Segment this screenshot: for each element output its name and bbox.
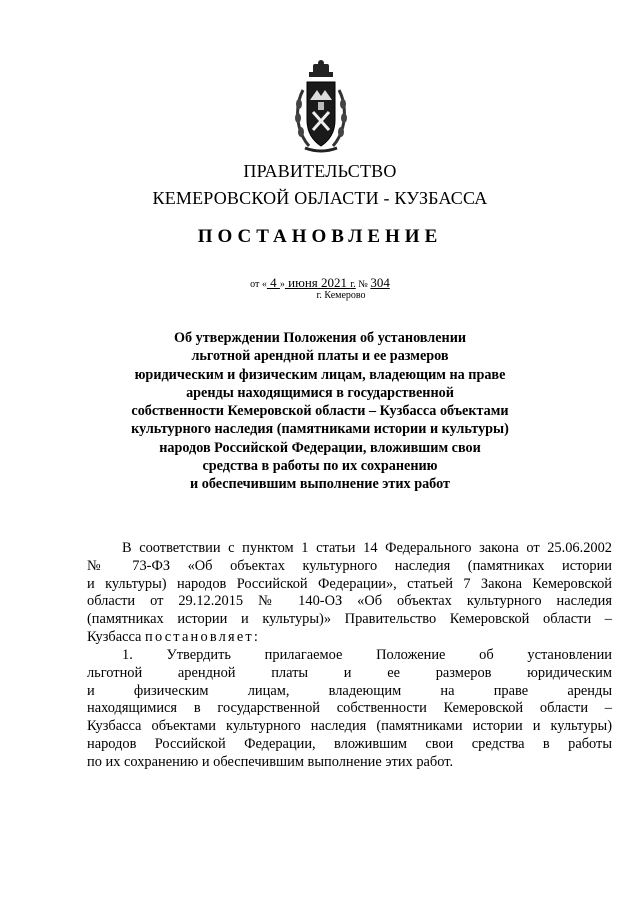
decree-dateline (0, 275, 640, 291)
body-line: и культуры) народов Российской Федерации», статьей 7 Закона Кемеровской (87, 575, 612, 592)
date-close-quote: » (279, 279, 285, 290)
body-line-prefix: Кузбасса (87, 628, 146, 645)
body-line: по их сохранению и обеспечившим выполнение этих работ. (87, 753, 454, 770)
resolves-word: постановляет: (145, 628, 261, 645)
title-line: льготной арендной платы и ее размеров (191, 348, 449, 365)
title-line: и обеспечившим выполнение этих работ (190, 476, 450, 493)
decree-number: 304 (370, 275, 390, 290)
body-line: и физическим лицам, владеющим на праве аренды (87, 682, 612, 699)
body-line: № 73-ФЗ «Об объектах культурного наследия (памятниках истории (87, 557, 612, 574)
document-type-heading: ПОСТАНОВЛЕНИЕ (197, 226, 443, 247)
body-line: Кузбасса объектами культурного наследия (памятниками истории и культуры) (87, 718, 612, 735)
body-line: области от 29.12.2015 № 140-ОЗ «Об объектах культурного наследия (87, 593, 612, 610)
body-line: (памятниках истории и культуры)» Правительство Кемеровской области – (87, 611, 612, 628)
body-line: 1. Утвердить прилагаемое Положение об установлении (122, 647, 612, 663)
preamble-paragraph (87, 540, 612, 647)
government-name-line1: ПРАВИТЕЛЬСТВО (243, 161, 397, 181)
title-line: аренды находящимися в государственной (186, 384, 454, 401)
city-label: г. Кемерово (316, 290, 366, 301)
body-line: В соответствии с пунктом 1 статьи 14 Федерального закона от 25.06.2002 (122, 540, 612, 556)
decree-title (110, 329, 530, 494)
body-line (87, 629, 612, 647)
clause-1-paragraph (87, 647, 612, 772)
title-line: народов Российской Федерации, вложившим свои (159, 439, 481, 456)
date-from-label: от « (250, 279, 267, 290)
number-label: № (355, 279, 371, 290)
title-line: Об утверждении Положения об установлении (173, 330, 467, 346)
date-year-suffix: г. (350, 279, 356, 290)
title-line: культурного наследия (памятниками истории и культуры) (131, 421, 509, 438)
body-line: находящимися в государственной собственности Кемеровской области – (87, 700, 612, 717)
government-name-line2: КЕМЕРОВСКОЙ ОБЛАСТИ - КУЗБАССА (152, 188, 488, 208)
title-line: юридическим и физическим лицам, владеющим на праве (134, 366, 506, 383)
body-line: льготной арендной платы и ее размеров юридическим (87, 664, 612, 681)
title-line: средства в работы по их сохранению (202, 458, 438, 475)
date-month-year: июня 2021 (284, 275, 351, 290)
date-day: 4 (266, 275, 280, 290)
title-line: собственности Кемеровской области – Кузбасса объектами (131, 403, 509, 420)
body-line: народов Российской Федерации, вложившим свои средства в работы (87, 735, 612, 752)
coat-of-arms-icon (291, 60, 351, 156)
